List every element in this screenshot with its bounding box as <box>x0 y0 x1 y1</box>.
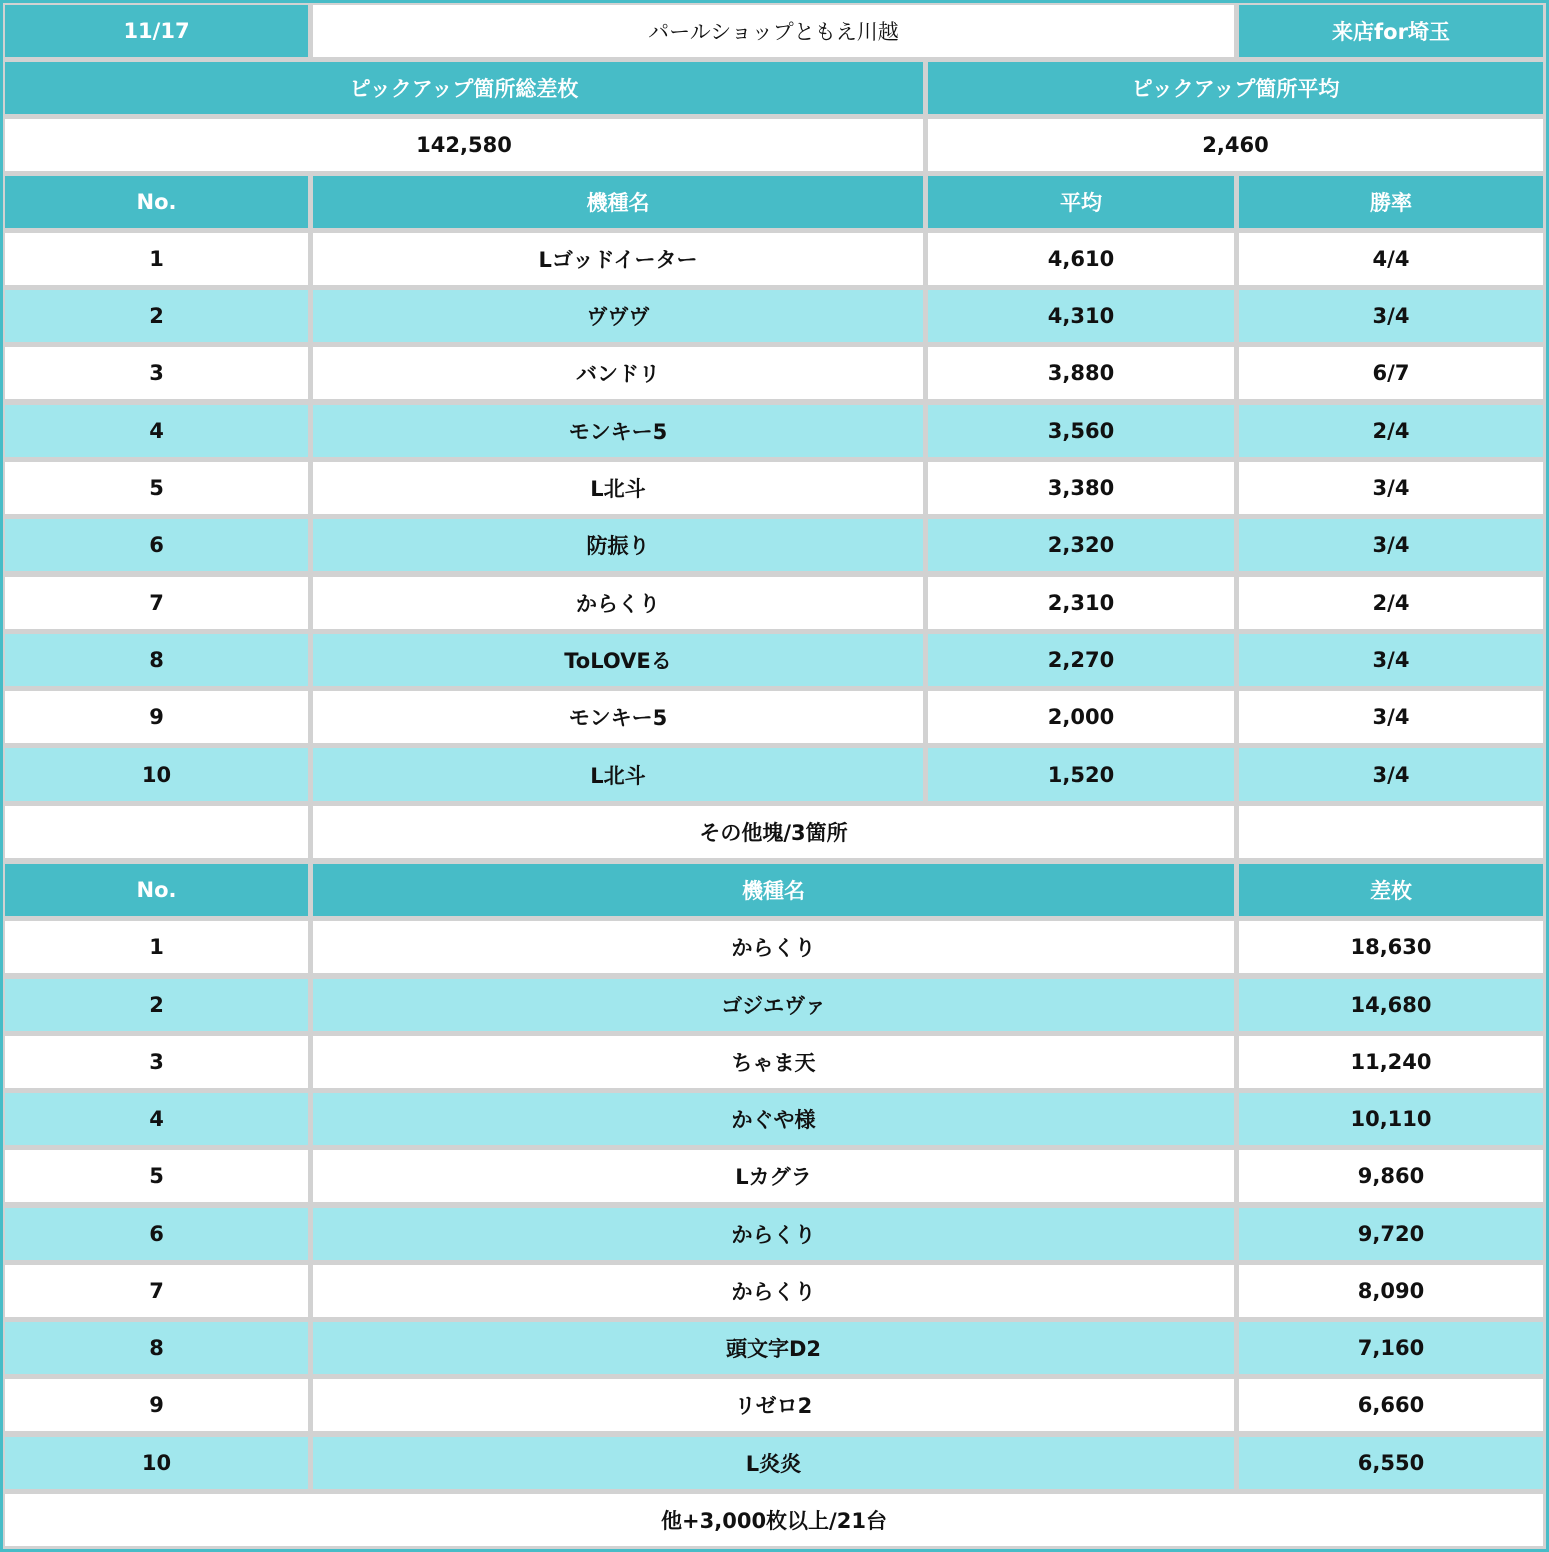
pickup-winrate: 2/4 <box>1239 405 1543 457</box>
pickup-average: 2,310 <box>928 577 1234 629</box>
ranking-diff: 6,550 <box>1239 1437 1543 1489</box>
pickup-machine: モンキー5 <box>313 405 923 457</box>
pickup-header-no: No. <box>5 176 308 228</box>
other-blocks-left-blank <box>5 806 308 858</box>
ranking-no: 7 <box>5 1265 308 1317</box>
pickup-no: 10 <box>5 748 308 801</box>
store-name-cell: パールショップともえ川越 <box>313 5 1234 57</box>
ranking-machine: からくり <box>313 921 1234 973</box>
pickup-winrate: 3/4 <box>1239 634 1543 686</box>
ranking-diff: 14,680 <box>1239 979 1543 1031</box>
pickup-winrate: 3/4 <box>1239 290 1543 342</box>
pickup-average: 2,000 <box>928 691 1234 743</box>
ranking-no: 8 <box>5 1322 308 1374</box>
total-diff-label: ピックアップ箇所総差枚 <box>5 62 923 114</box>
pickup-no: 5 <box>5 462 308 514</box>
ranking-machine: からくり <box>313 1208 1234 1260</box>
ranking-header-diff: 差枚 <box>1239 864 1543 916</box>
average-value: 2,460 <box>928 119 1543 171</box>
ranking-diff: 11,240 <box>1239 1036 1543 1088</box>
pickup-average: 3,560 <box>928 405 1234 457</box>
ranking-diff: 7,160 <box>1239 1322 1543 1374</box>
total-diff-value: 142,580 <box>5 119 923 171</box>
ranking-diff: 9,860 <box>1239 1150 1543 1202</box>
ranking-machine: ゴジエヴァ <box>313 979 1234 1031</box>
ranking-no: 6 <box>5 1208 308 1260</box>
pickup-no: 3 <box>5 347 308 399</box>
pickup-no: 8 <box>5 634 308 686</box>
pickup-average: 3,380 <box>928 462 1234 514</box>
ranking-no: 4 <box>5 1093 308 1145</box>
pickup-machine: からくり <box>313 577 923 629</box>
pickup-winrate: 3/4 <box>1239 519 1543 571</box>
ranking-no: 9 <box>5 1379 308 1431</box>
ranking-machine: かぐや様 <box>313 1093 1234 1145</box>
average-label: ピックアップ箇所平均 <box>928 62 1543 114</box>
pickup-machine: L北斗 <box>313 462 923 514</box>
pickup-no: 6 <box>5 519 308 571</box>
pickup-average: 1,520 <box>928 748 1234 801</box>
ranking-machine: からくり <box>313 1265 1234 1317</box>
ranking-no: 5 <box>5 1150 308 1202</box>
pickup-winrate: 3/4 <box>1239 748 1543 801</box>
ranking-diff: 10,110 <box>1239 1093 1543 1145</box>
ranking-machine: ちゃま天 <box>313 1036 1234 1088</box>
pickup-header-winrate: 勝率 <box>1239 176 1543 228</box>
ranking-no: 2 <box>5 979 308 1031</box>
pickup-average: 2,320 <box>928 519 1234 571</box>
pickup-machine: ToLOVEる <box>313 634 923 686</box>
pickup-machine: モンキー5 <box>313 691 923 743</box>
pickup-winrate: 3/4 <box>1239 462 1543 514</box>
pickup-no: 9 <box>5 691 308 743</box>
ranking-diff: 9,720 <box>1239 1208 1543 1260</box>
pickup-winrate: 6/7 <box>1239 347 1543 399</box>
date-cell: 11/17 <box>5 5 308 57</box>
pickup-average: 4,610 <box>928 233 1234 285</box>
ranking-diff: 6,660 <box>1239 1379 1543 1431</box>
pickup-machine: ヴヴヴ <box>313 290 923 342</box>
ranking-diff: 18,630 <box>1239 921 1543 973</box>
event-cell: 来店for埼玉 <box>1239 5 1543 57</box>
pickup-machine: 防振り <box>313 519 923 571</box>
pickup-machine: Lゴッドイーター <box>313 233 923 285</box>
ranking-machine: 頭文字D2 <box>313 1322 1234 1374</box>
other-blocks-cell: その他塊/3箇所 <box>313 806 1234 858</box>
pickup-no: 7 <box>5 577 308 629</box>
pickup-average: 3,880 <box>928 347 1234 399</box>
pickup-header-machine: 機種名 <box>313 176 923 228</box>
pickup-no: 4 <box>5 405 308 457</box>
ranking-no: 3 <box>5 1036 308 1088</box>
pickup-machine: バンドリ <box>313 347 923 399</box>
footer-cell: 他+3,000枚以上/21台 <box>5 1494 1543 1546</box>
pickup-average: 2,270 <box>928 634 1234 686</box>
pickup-no: 1 <box>5 233 308 285</box>
ranking-machine: リゼロ2 <box>313 1379 1234 1431</box>
ranking-machine: Lカグラ <box>313 1150 1234 1202</box>
other-blocks-right-blank <box>1239 806 1543 858</box>
pickup-winrate: 2/4 <box>1239 577 1543 629</box>
ranking-diff: 8,090 <box>1239 1265 1543 1317</box>
pickup-average: 4,310 <box>928 290 1234 342</box>
ranking-header-machine: 機種名 <box>313 864 1234 916</box>
pickup-winrate: 3/4 <box>1239 691 1543 743</box>
pickup-winrate: 4/4 <box>1239 233 1543 285</box>
pickup-machine: L北斗 <box>313 748 923 801</box>
pickup-header-average: 平均 <box>928 176 1234 228</box>
ranking-no: 10 <box>5 1437 308 1489</box>
ranking-header-no: No. <box>5 864 308 916</box>
pickup-no: 2 <box>5 290 308 342</box>
ranking-no: 1 <box>5 921 308 973</box>
ranking-machine: L炎炎 <box>313 1437 1234 1489</box>
